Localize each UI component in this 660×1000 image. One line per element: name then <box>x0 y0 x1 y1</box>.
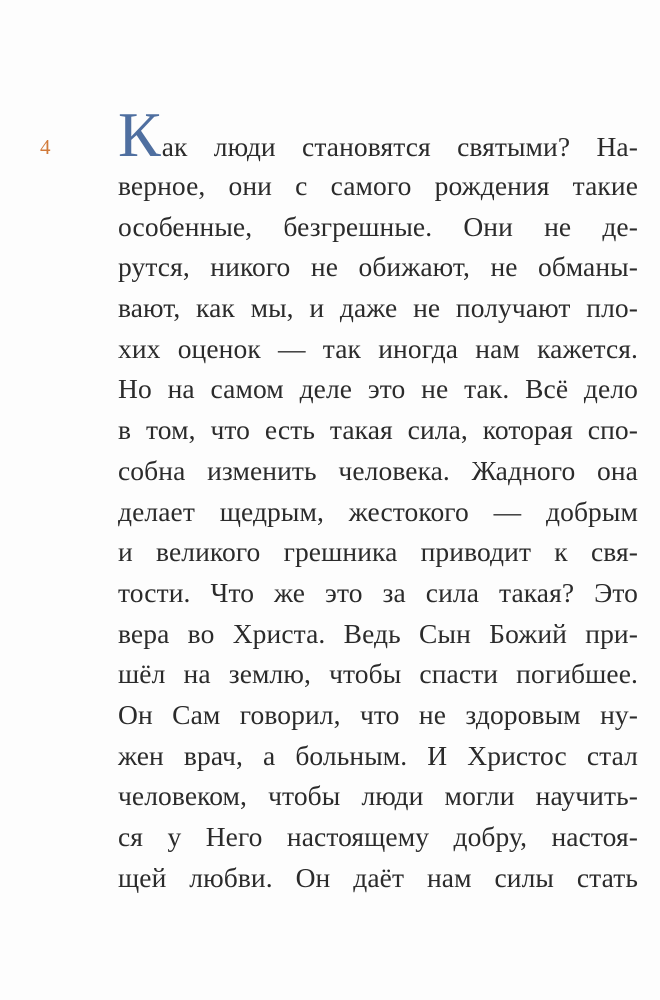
text-line: жен врач, а больным. И Христос стал <box>118 739 638 771</box>
text-line: верное, они с самого рождения такие <box>118 170 638 201</box>
text-line: Он Сам говорил, что не здоровым ну- <box>118 698 638 730</box>
text-line: щей любви. Он даёт нам силы стать <box>118 861 638 893</box>
text-line: Но на самом деле это не так. Всё дело <box>118 373 638 405</box>
text-line: ся у Него настоящему добру, настоя- <box>118 821 638 852</box>
drop-cap: К <box>118 99 161 170</box>
text-line: собна изменить человека. Жадного она <box>118 454 638 486</box>
first-line-text: ак люди становятся святыми? На- <box>161 131 638 162</box>
text-line: шёл на землю, чтобы спасти погибшее. <box>118 658 638 690</box>
text-line: особенные, безгрешные. Они не де- <box>118 210 638 242</box>
text-line: рутся, никого не обижают, не обманы- <box>118 251 638 283</box>
text-line: и великого грешника приводит к свя- <box>118 536 638 568</box>
first-line <box>118 99 638 170</box>
text-line: вера во Христа. Ведь Сын Божий при- <box>118 617 638 649</box>
text-line: делает щедрым, жестокого — добрым <box>118 495 638 527</box>
text-line: тости. Что же это за сила такая? Это <box>118 576 638 608</box>
body-text <box>118 99 638 898</box>
text-line: в том, что есть такая сила, которая спо- <box>118 414 638 446</box>
page-number: 4 <box>40 135 51 159</box>
text-line: вают, как мы, и даже не получают пло- <box>118 292 638 324</box>
text-line: хих оценок — так иногда нам кажется. <box>118 332 638 364</box>
text-line: человеком, чтобы люди могли научить- <box>118 780 638 812</box>
